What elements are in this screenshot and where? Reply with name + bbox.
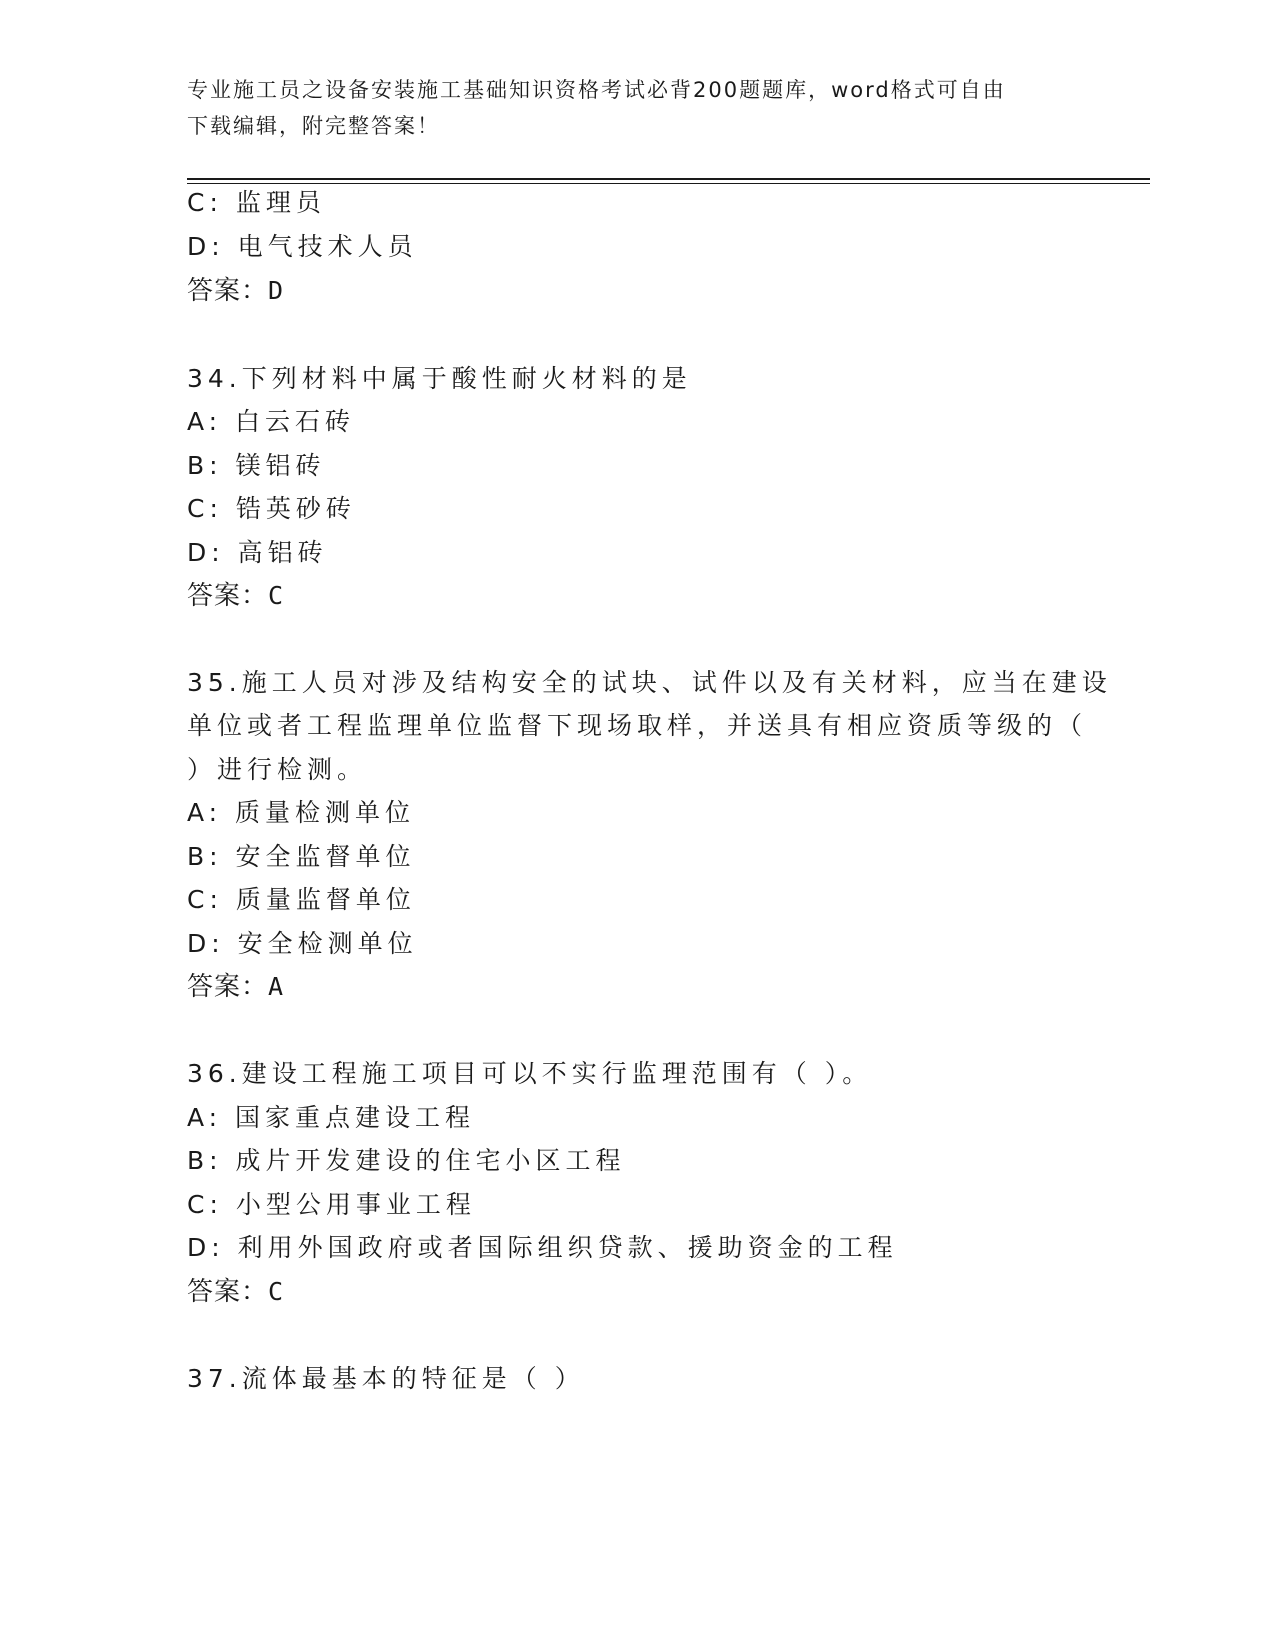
q33-answer: [187, 276, 284, 306]
q36-option-d: D: 利用外国政府或者国际组织贷款、援助资金的工程: [187, 1233, 898, 1262]
q33-option-d: D: 电气技术人员: [187, 232, 418, 261]
q36-answer: [187, 1277, 284, 1307]
answer-label: 答案：: [187, 1277, 269, 1307]
answer-label: 答案：: [187, 581, 269, 611]
answer-value: A: [268, 972, 285, 1001]
q34-option-d: D: 高铝砖: [187, 538, 328, 567]
q34-question: 34.下列材料中属于酸性耐火材料的是: [187, 364, 692, 393]
q34-option-a: A: 白云石砖: [187, 407, 356, 436]
answer-value: C: [268, 1277, 285, 1306]
q36-question: 36.建设工程施工项目可以不实行监理范围有（ ）。: [187, 1059, 873, 1088]
header-divider-thick: [187, 178, 1150, 180]
q33-option-c: C: 监理员: [187, 188, 326, 217]
q35-question-line-1: 35.施工人员对涉及结构安全的试块、试件以及有关材料，应当在建设: [187, 668, 1112, 697]
q37-question: 37.流体最基本的特征是（ ）: [187, 1364, 585, 1393]
answer-label: 答案：: [187, 276, 269, 306]
document-header: [187, 72, 1087, 144]
answer-value: D: [268, 276, 285, 305]
header-title-line-1: 专业施工员之设备安装施工基础知识资格考试必背200题题库，word格式可自由: [187, 78, 1006, 102]
q35-answer: [187, 972, 284, 1002]
q35-option-b: B: 安全监督单位: [187, 842, 416, 871]
q36-option-a: A: 国家重点建设工程: [187, 1103, 476, 1132]
q35-question-line-2: 单位或者工程监理单位监督下现场取样，并送具有相应资质等级的（: [187, 711, 1088, 740]
q35-option-d: D: 安全检测单位: [187, 929, 418, 958]
q34-answer: [187, 581, 284, 611]
q34-option-b: B: 镁铝砖: [187, 451, 326, 480]
q35-option-a: A: 质量检测单位: [187, 798, 416, 827]
q35-option-c: C: 质量监督单位: [187, 885, 416, 914]
q34-option-c: C: 锆英砂砖: [187, 494, 356, 523]
header-title-line-2: 下载编辑，附完整答案！: [187, 114, 440, 138]
header-divider-thin: [187, 183, 1150, 184]
q36-option-c: C: 小型公用事业工程: [187, 1190, 476, 1219]
answer-value: C: [268, 581, 285, 610]
answer-label: 答案：: [187, 972, 269, 1002]
q35-question-line-3: ）进行检测。: [187, 755, 368, 784]
q36-option-b: B: 成片开发建设的住宅小区工程: [187, 1146, 626, 1175]
